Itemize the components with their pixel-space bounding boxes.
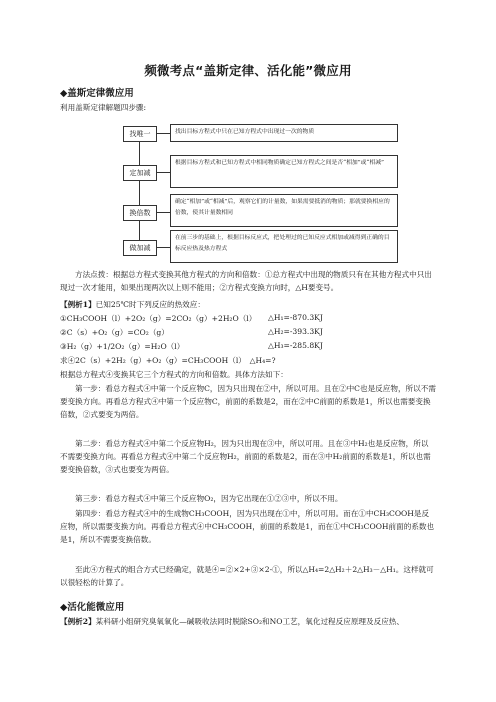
example-2 [60,616,404,627]
example-2-text: 某科研小组研究臭氧氧化—碱吸收法同时脱除SO₂和NO工艺，氧化过程反应原理及反应热、 [95,617,404,626]
hess-flowchart [120,122,400,257]
example-2-label: 【例析2】 [60,617,96,626]
reaction-3: ③H₂（g）+1/2O₂（g）=H₂O（l） [60,342,185,351]
step-desc-4: 在前三步的基础上，根据目标反应式，把处理过的已知反应式相加或减得到正确的目标反应热及热方程式 [170,230,398,263]
step-box-3: 换倍数 [123,205,157,221]
question: 求④2C（s）+2H₂（g）+O₂（g）=CH₃COOH（l） △H₄=? [60,356,276,365]
page-title: 频微考点“盖斯定律、活化能”微应用 [144,63,352,78]
connector [139,141,140,165]
step-4-text: 第四步：看总方程式④中的生成物CH₃COOH，因为只出现在①中，所以可用。而在①中CH₃COOH是反应物，所以需要变换方向。再看总方程式④中CH₃COOH，前面的系数是1，而在①中CH₃COOH前面的系数也是1，所以不需要变换倍数。 [60,509,435,544]
connector [156,247,170,248]
intro-text: 利用盖斯定律解题四步骤: [60,103,147,112]
step-box-1: 找唯一 [123,126,157,142]
connector [139,180,140,205]
step-2-text: 第二步：看总方程式④中第二个反应物H₂，因为只出现在③中，所以可用。且在③中H₂也是反应物，所以不需要变换方向。再看总方程式④中第二个反应物H₂，前面的系数是2，而在③中H₂前面的系数是1，所以也需要变换倍数，③式也要变为两倍。 [60,439,431,474]
reaction-1-dh: △H₁=-870.3KJ [268,313,323,322]
step-1-text: 第一步：看总方程式④中第一个反应物C，因为只出现在②中，所以可用。且在②中C也是反应物，所以不需要变换方向。再看总方程式④中第一个反应物C，前面的系数是2，而在②中C前面的系数是1，所以也需要变换倍数，②式要变为两倍。 [60,384,436,419]
step-box-4: 做加减 [123,240,157,256]
reaction-2-dh: △H₂=-393.3KJ [268,327,323,336]
reaction-1: ①CH₃COOH（l）+2O₂（g）=2CO₂（g）+2H₂O（l） [60,314,257,323]
connector [156,172,170,173]
section-heading-hess: ◆盖斯定律微应用 [60,88,134,99]
reaction-3-dh: △H₃=-285.8KJ [268,341,323,350]
example-1-text: 已知25℃时下列反应的热效应： [95,300,205,309]
analysis-intro: 根据总方程式④变换其它三个方程式的方向和倍数。具体方法如下： [60,370,288,379]
step-box-2: 定加减 [123,165,157,181]
connector [139,220,140,242]
section-heading-activation: ◆活化能微应用 [60,602,125,613]
step-desc-2: 根据目标方程式和已知方程式中相同物质确定已知方程式之间是否“相加”或“相减” [170,155,398,188]
example-1 [60,299,205,310]
step-desc-3: 确定“相加”或“相减”后，观察它们的计量数，如果需要抵消的物质；那就要换相应的倍数，使其计量数相同 [170,194,398,227]
step-desc-1: 找出目标方程式中只在已知方程式中出现过一次的物质 [170,124,398,142]
reaction-2: ②C（s）+O₂（g）=CO₂（g） [60,328,169,337]
conclusion-text: 至此④方程式的组合方式已经确定，就是④=②×2+③×2-①，所以△H₄=2△H₂＋2△H₃－△H₁。这样就可以很轻松的计算了。 [60,565,434,587]
method-tip: 方法点拨：根据总方程式变换其他方程式的方向和倍数：①总方程式中出现的物质只有在其他方程式中只出现过一次才能用，如果出现两次以上则不能用；②方程式变换方向时，△H要变号。 [60,270,432,292]
example-1-label: 【例析1】 [60,300,96,309]
connector [156,133,170,134]
step-3-text: 第三步：看总方程式④中第三个反应物O₂，因为它出现在①②③中，所以不用。 [75,494,343,503]
connector [156,212,170,213]
